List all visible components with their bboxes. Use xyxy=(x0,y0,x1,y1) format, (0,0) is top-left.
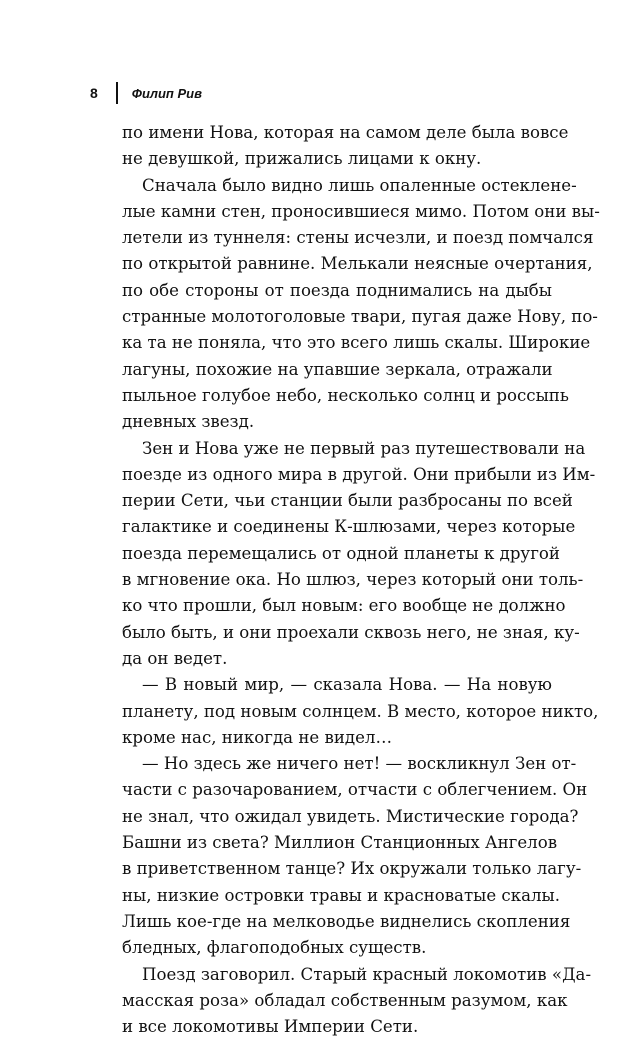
text-line: лагуны, похожие на упавшие зеркала, отражали xyxy=(122,359,553,379)
text-line: не знал, что ожидал увидеть. Мистические города? xyxy=(122,806,579,826)
text-line: масская роза» обладал собственным разумом, как xyxy=(122,990,568,1010)
text-line: планету, под новым солнцем. В место, которое никто, xyxy=(122,701,599,721)
text-line: летели из туннеля: стены исчезли, и поезд помчался xyxy=(122,228,594,248)
text-line: поезде из одного мира в другой. Они прибыли из Им- xyxy=(122,464,596,484)
text-line: было быть, и они проехали сквозь него, не зная, ку- xyxy=(122,622,580,642)
text-line: странные молотоголовые твари, пугая даже Нову, по- xyxy=(122,307,598,327)
text-line: пыльное голубое небо, несколько солнц и россыпь xyxy=(122,385,569,405)
page-number: 8 xyxy=(90,85,98,101)
text-line: Лишь кое-где на мелководье виднелись скопления xyxy=(122,911,571,931)
text-line: ка та не поняла, что это всего лишь скалы. Широкие xyxy=(122,333,591,353)
text-line: Башни из света? Миллион Станционных Ангелов xyxy=(122,833,558,853)
text-line: галактике и соединены К-шлюзами, через которые xyxy=(122,517,576,537)
author-name: Филип Рив xyxy=(131,85,202,101)
text-line: лые камни стен, проносившиеся мимо. Потом они вы- xyxy=(122,201,600,221)
text-line: дневных звезд. xyxy=(122,412,255,432)
header-divider xyxy=(116,82,118,104)
text-line: и все локомотивы Империи Сети. xyxy=(122,1017,419,1037)
text-line: перии Сети, чьи станции были разбросаны по всей xyxy=(122,491,573,511)
text-line: кроме нас, никогда не видел… xyxy=(122,727,393,747)
text-line: ны, низкие островки травы и красноватые скалы. xyxy=(122,885,561,905)
text-line: в приветственном танце? Их окружали только лагу- xyxy=(122,859,582,879)
text-line: бледных, флагоподобных существ. xyxy=(122,938,427,958)
text-line: да он ведет. xyxy=(122,648,228,668)
text-line: — В новый мир, — сказала Нова. — На новую xyxy=(142,675,552,695)
text-line: Сначала было видно лишь опаленные остеклене- xyxy=(142,175,577,195)
text-line: Зен и Нова уже не первый раз путешествовали на xyxy=(142,438,586,458)
text-line: по имени Нова, которая на самом деле была вовсе xyxy=(122,123,569,142)
text-line: ко что прошли, был новым: его вообще не должно xyxy=(122,596,566,616)
running-header xyxy=(90,82,202,104)
text-line: по открытой равнине. Мелькали неясные очертания, xyxy=(122,254,593,274)
text-line: части с разочарованием, отчасти с облегчением. Он xyxy=(122,780,588,800)
text-line: не девушкой, прижались лицами к окну. xyxy=(122,149,482,169)
text-line: по обе стороны от поезда поднимались на дыбы xyxy=(122,280,552,300)
body-text xyxy=(122,120,600,1040)
text-line: — Но здесь же ничего нет! — воскликнул Зен от- xyxy=(142,754,577,774)
text-line: поезда перемещались от одной планеты к другой xyxy=(122,543,560,563)
text-line: Поезд заговорил. Старый красный локомотив «Да- xyxy=(142,964,592,984)
text-line: в мгновение ока. Но шлюз, через который они толь- xyxy=(122,570,584,590)
